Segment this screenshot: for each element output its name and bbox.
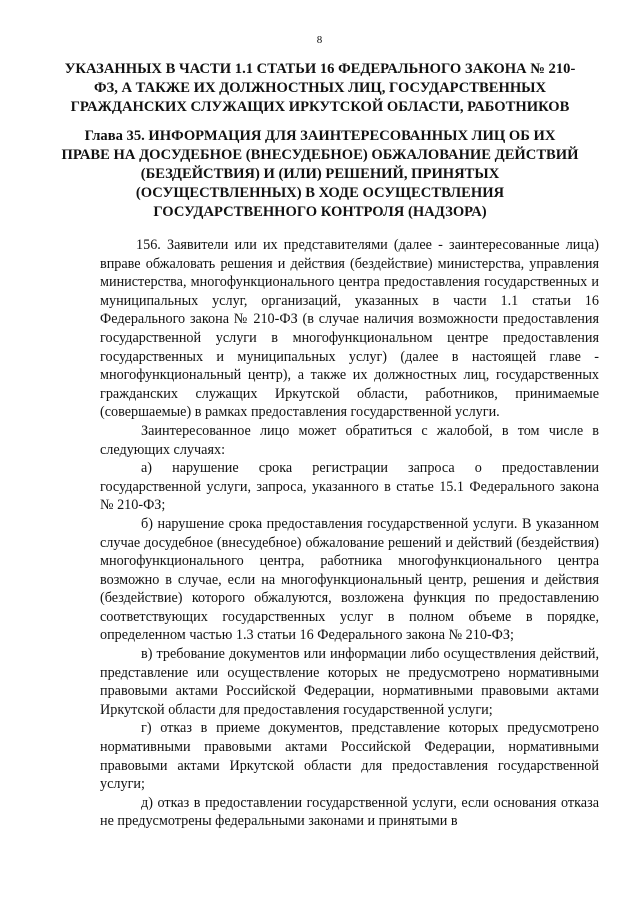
paragraph-item-v: в) требование документов или информации либо осуществления действий, представление или осуществление которых не предусмотрено нормативными правовыми актами Российской Федерации, нормативными правовыми актами Иркутской области для предоставления государственной услуги; bbox=[100, 646, 599, 718]
paragraph-156: 156. Заявители или их представителями (далее - заинтересованные лица) вправе обжаловать решения и действия (бездействие) министерства, управления министерства, многофункционального центра предоставления государственных и муниципальных услуг, организаций, указанных в части 1.1 статьи 16 Федерального закона № 210-ФЗ (в случае наличия возможности предоставления государственной услуги в многофункциональном центре предоставления государственных и муниципальных услуг) (далее в настоящей главе - многофункциональный центр), а также их должностных лиц, государственных гражданских служащих Иркутской области, работников, принимаемые (совершаемые) в рамках предоставления государственной услуги. bbox=[100, 237, 599, 421]
paragraph-item-b: б) нарушение срока предоставления государственной услуги. В указанном случае досудебное (внесудебное) обжалование решений и действий (бездействия) многофункционального центра, работника многофункционального центра возможно в случае, если на многофункциональный центр, решения и действия (бездействие) которого обжалуются, возложена функция по предоставлению соответствующих государственных услуг в полном объеме в порядке, определенном частью 1.3 статьи 16 Федерального закона № 210-ФЗ; bbox=[100, 515, 599, 644]
chapter-heading: Глава 35. ИНФОРМАЦИЯ ДЛЯ ЗАИНТЕРЕСОВАННЫХ ЛИЦ ОБ ИХ ПРАВЕ НА ДОСУДЕБНОЕ (ВНЕСУДЕБНОЕ) ОБЖАЛОВАНИЕ ДЕЙСТВИЙ (БЕЗДЕЙСТВИЯ) И (ИЛИ) РЕШЕНИЙ, ПРИНЯТЫХ (ОСУЩЕСТВЛЕННЫХ) В ХОДЕ ОСУЩЕСТВЛЕНИЯ ГОСУДАРСТВЕННОГО КОНТРОЛЯ (НАДЗОРА) bbox=[61, 128, 579, 220]
page-number: 8 bbox=[316, 34, 323, 46]
paragraph-item-d: д) отказ в предоставлении государственной услуги, если основания отказа не предусмотрены федеральными законами и принятыми в bbox=[100, 794, 599, 830]
paragraph-item-a: а) нарушение срока регистрации запроса о предоставлении государственной услуги, запроса, указанного в статье 15.1 Федерального закона № 210-ФЗ; bbox=[100, 460, 599, 514]
document-body bbox=[100, 236, 599, 831]
paragraph-cases-intro: Заинтересованное лицо может обратиться с жалобой, в том числе в следующих случаях: bbox=[100, 422, 599, 458]
section-heading: УКАЗАННЫХ В ЧАСТИ 1.1 СТАТЬИ 16 ФЕДЕРАЛЬНОГО ЗАКОНА № 210-ФЗ, А ТАКЖЕ ИХ ДОЛЖНОСТНЫХ ЛИЦ, ГОСУДАРСТВЕННЫХ ГРАЖДАНСКИХ СЛУЖАЩИХ ИРКУТСКОЙ ОБЛАСТИ, РАБОТНИКОВ bbox=[64, 61, 576, 115]
paragraph-item-g: г) отказ в приеме документов, представление которых предусмотрено нормативными правовыми актами Российской Федерации, нормативными правовыми актами Иркутской области для предоставления государственной услуги; bbox=[100, 720, 599, 793]
